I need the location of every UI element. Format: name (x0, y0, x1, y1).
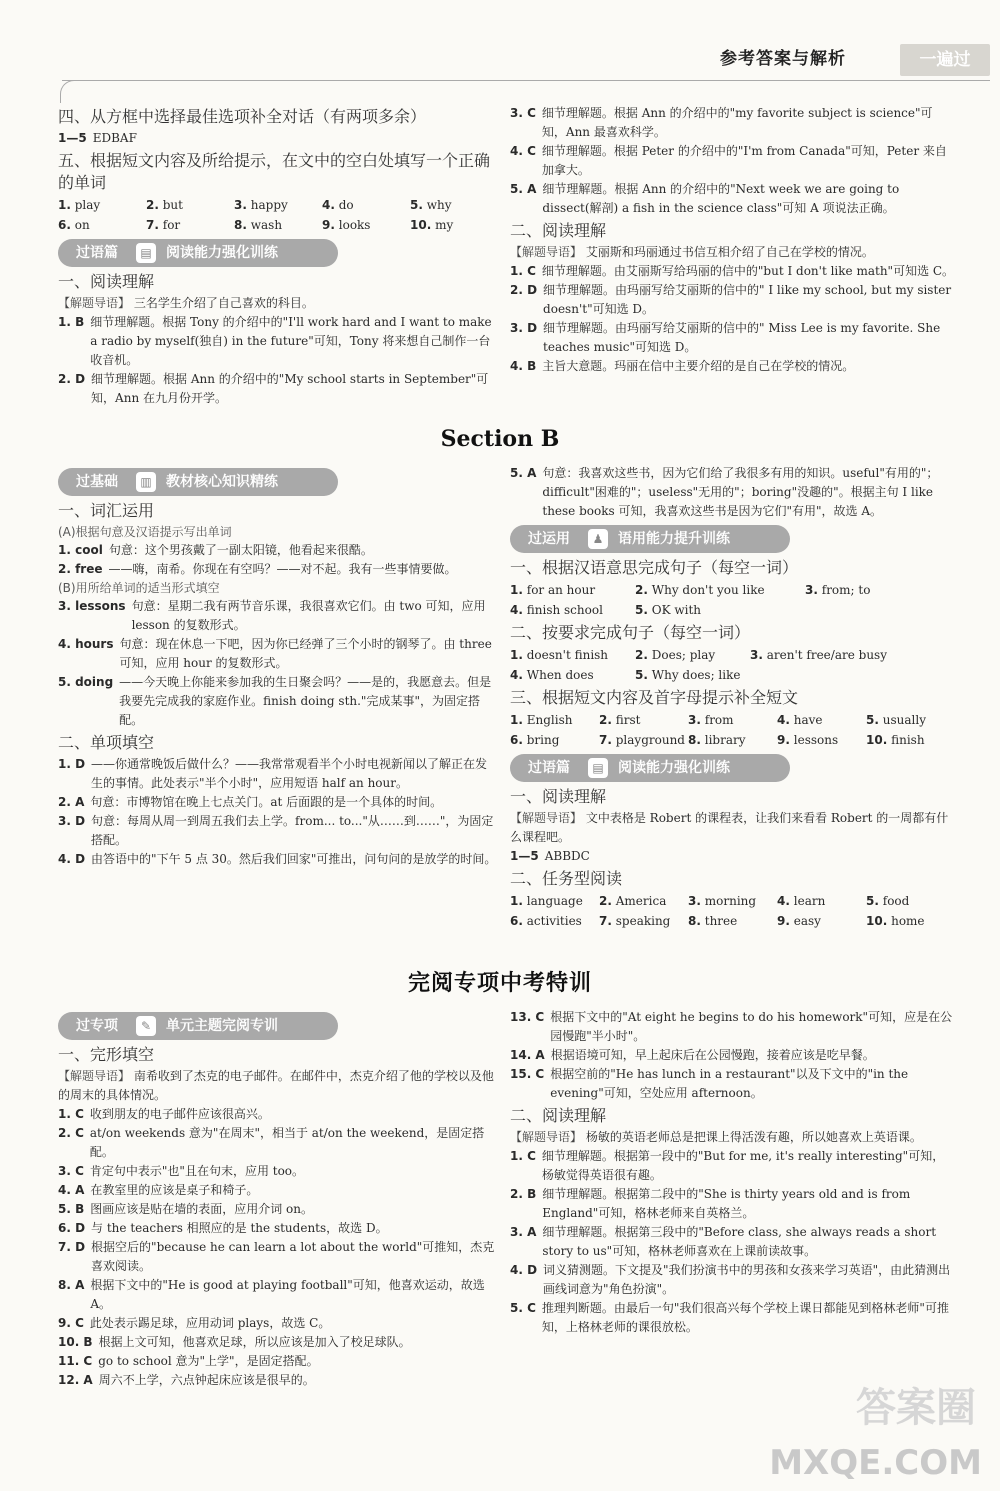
item-number: 2. C (58, 1126, 84, 1140)
item-number: 5. B (58, 1202, 85, 1216)
grid-answer: 1. play (58, 198, 101, 212)
item-number: 1. cool (58, 543, 103, 557)
page-header-title: 参考答案与解析 (720, 49, 846, 69)
item-explanation: 句意：星期二我有两节音乐课，我很喜欢它们。由 two 可知，应用 lesson 的复数形式。 (131, 599, 486, 632)
answer-item (58, 793, 498, 812)
item-number: 2. B (510, 1187, 537, 1201)
answer-item (58, 1276, 498, 1314)
answer-item (58, 812, 498, 850)
item-explanation: 在教室里的应该是桌子和椅子。 (90, 1183, 259, 1197)
answer-grid (510, 710, 955, 750)
item-number: 4. B (510, 359, 537, 373)
grid-answer: 3. happy (234, 198, 288, 212)
answer-grid (510, 645, 955, 685)
item-number: 8. A (58, 1278, 85, 1292)
heading-1: 一、根据汉语意思完成句子（每空一词） (510, 558, 799, 577)
answer-item (58, 850, 498, 869)
grid-answer: 10. home (866, 914, 925, 928)
answer-item (510, 1185, 955, 1223)
header-rule (62, 80, 990, 81)
answer-item (58, 635, 498, 673)
answer-item (58, 1238, 498, 1276)
grid-answer: 5. usually (866, 713, 926, 727)
item-number: 3. D (58, 814, 86, 828)
item-explanation: 句意：每周从周一到周五我们去上学。from... to..."从……到……"，为固定搭配。 (91, 814, 494, 847)
item-number: 2. free (58, 562, 103, 576)
item-number: 4. D (510, 1263, 538, 1277)
answer-list (58, 313, 498, 408)
grid-answer: 9. looks (322, 218, 371, 232)
person-icon: ♟ (588, 529, 608, 549)
answer-item (58, 1333, 498, 1352)
answer-item (510, 357, 955, 376)
item-number: 3. C (58, 1164, 84, 1178)
grid-answer: 7. playground (599, 733, 685, 747)
answer-grid (510, 891, 955, 931)
watermark-text: MXQE.COM (769, 1443, 982, 1483)
item-explanation: at/on weekends 意为"在周末"，相当于 at/on the weekend，是固定搭配。 (89, 1126, 485, 1159)
item-number: 4. hours (58, 637, 114, 651)
guide-text: 【解题导语】 南希收到了杰克的电子邮件。在邮件中，杰克介绍了他的学校以及他的周末的具体情况。 (58, 1069, 494, 1102)
item-number: 3. lessons (58, 599, 126, 613)
answer-item (510, 104, 955, 142)
grid-answer: 8. wash (234, 218, 283, 232)
item-explanation: ——今天晚上你能来参加我的生日聚会吗？——是的，我愿意去。但是我要先完成我的家庭作业。finish doing sth."完成某事"，为固定搭配。 (119, 675, 492, 727)
answer-grid (58, 195, 498, 235)
answer-item (510, 262, 955, 281)
grid-answer (805, 600, 955, 620)
grid-answer: 4. do (322, 198, 354, 212)
guide-text: 【解题导语】 文中表格是 Robert 的课程表，让我们来看看 Robert 的一周都有什么课程吧。 (510, 811, 949, 844)
watermark-logo: 答案圈 (856, 1385, 976, 1431)
item-number: 5. A (510, 466, 537, 480)
answer-item (58, 597, 498, 635)
item-explanation: 与 the teachers 相照应的是 the students，故选 D。 (91, 1221, 388, 1235)
item-explanation: 细节理解题。根据第一段中的"But for me, it's really interesting"可知，杨敏觉得英语很有趣。 (541, 1149, 945, 1182)
item-explanation: 细节理解题。根据第三段中的"Before class, she always reads a short story to us"可知，格林老师喜欢在上课前读故事。 (542, 1225, 937, 1258)
right-bottom-column (510, 1008, 955, 1337)
heading-reading: 二、阅读理解 (510, 221, 607, 240)
answer-item (510, 142, 955, 180)
answer-list (58, 541, 498, 579)
subheading-b: (B)用所给单词的适当形式填空 (58, 581, 220, 595)
grid-answer: 6. on (58, 218, 90, 232)
grid-answer: 1. English (510, 713, 573, 727)
answer-item (58, 1371, 498, 1390)
answer-item (58, 370, 498, 408)
item-explanation: ——你通常晚饭后做什么？——我常常观看半个小时电视新闻以了解正在发生的事情。此处表示"半个小时"，应用短语 half an hour。 (91, 757, 488, 790)
answer-grid (510, 580, 955, 620)
item-explanation: 句意：现在休息一下吧，因为你已经弹了三个小时的钢琴了。由 three 可知，应用 hour 的复数形式。 (119, 637, 492, 670)
heading-4: 四、从方框中选择最佳选项补全对话（有两项多余） (58, 107, 427, 126)
item-number: 3. C (510, 106, 536, 120)
grid-answer: 5. why (410, 198, 452, 212)
section-title: 完阅专项中考特训 (407, 971, 592, 996)
answer-item (510, 1008, 955, 1046)
heading-5: 五、根据短文内容及所给提示，在文中的空白处填写一个正确的单词 (58, 151, 491, 192)
section-banner: 过基础 ▥ 教材核心知识精练 (58, 468, 498, 496)
item-explanation: 周六不上学，六点钟起床应该是很早的。 (98, 1373, 315, 1387)
item-explanation: 根据下文中的"At eight he begins to do his homework"可知，应是在公园慢跑"半小时"。 (550, 1010, 953, 1043)
grid-answer: 1. for an hour (510, 583, 596, 597)
item-number: 1. C (510, 1149, 536, 1163)
grid-answer: 9. easy (777, 914, 821, 928)
answer-item (58, 541, 498, 560)
answer-list (58, 755, 498, 869)
grid-answer: 3. from; to (805, 583, 871, 597)
item-explanation: 根据空后的"because he can learn a lot about the world"可推知，杰克喜欢阅读。 (91, 1240, 495, 1273)
item-number: 7. D (58, 1240, 86, 1254)
grid-answer: 2. first (599, 713, 641, 727)
grid-answer: 6. bring (510, 733, 560, 747)
answer-item (510, 180, 955, 218)
item-number: 1. C (510, 264, 536, 278)
answer-list (58, 597, 498, 730)
item-explanation: 句意：这个男孩戴了一副太阳镜，他看起来很酷。 (108, 543, 373, 557)
answer-item (58, 1181, 498, 1200)
grid-answer: 2. but (146, 198, 183, 212)
book-icon: ▤ (136, 243, 156, 263)
grid-answer: 7. for (146, 218, 181, 232)
grid-answer: 2. America (599, 894, 667, 908)
section-banner: 过专项 ✎ 单元主题完阅专训 (58, 1012, 498, 1040)
answer-item (510, 1046, 955, 1065)
answer-list (510, 1008, 955, 1103)
item-explanation: ——嗨，南希。你现在有空吗？——对不起。我有一些事情要做。 (108, 562, 457, 576)
heading-reading: 一、阅读理解 (58, 272, 155, 291)
clipboard-icon: ▥ (136, 472, 156, 492)
pencil-icon: ✎ (136, 1016, 156, 1036)
answer-item (510, 281, 955, 319)
item-number: 5. doing (58, 675, 114, 689)
item-explanation: 细节理解题。根据第二段中的"She is thirty years old and is from England"可知，格林老师来自英格兰。 (542, 1187, 911, 1220)
answer-item (510, 1299, 955, 1337)
answer-item (58, 755, 498, 793)
grid-answer: 8. library (688, 733, 746, 747)
item-explanation: 细节理解题。由玛丽写给艾丽斯的信中的" Miss Lee is my favorite. She teaches music"可知选 D。 (543, 321, 941, 354)
item-explanation: 根据下文中的"He is good at playing football"可知，他喜欢运动，故选 A。 (90, 1278, 485, 1311)
heading-4: 一、阅读理解 (510, 787, 607, 806)
guide-text: 【解题导语】 艾丽斯和玛丽通过书信互相介绍了自己在学校的情况。 (510, 245, 874, 259)
grid-answer: 9. lessons (777, 733, 839, 747)
grid-answer: 8. three (688, 914, 738, 928)
item-explanation: 细节理解题。由玛丽写给艾丽斯的信中的" I like my school, but my sister doesn't"可知选 D。 (543, 283, 952, 316)
heading-2: 二、按要求完成句子（每空一词） (510, 623, 751, 642)
grid-answer: 10. my (410, 218, 454, 232)
answer-item (58, 1124, 498, 1162)
item-number: 5. A (510, 182, 537, 196)
grid-answer: 4. When does (510, 668, 594, 682)
answer-item (510, 1223, 955, 1261)
answer-item (58, 1352, 498, 1371)
item-number: 5. C (510, 1301, 536, 1315)
item-explanation: 细节理解题。根据 Tony 的介绍中的"I'll work hard and I want to make a radio by myself(独自) in the future"可知，Tony 将来想自己制作一台收音机。 (90, 315, 492, 367)
item-explanation: 收到朋友的电子邮件应该很高兴。 (89, 1107, 270, 1121)
item-explanation: 肯定句中表示"也"且在句末，应用 too。 (89, 1164, 305, 1178)
item-explanation: 根据语境可知，早上起床后在公园慢跑，接着应该是吃早餐。 (550, 1048, 875, 1062)
grid-answer: 4. finish school (510, 603, 603, 617)
right-mid-column (510, 464, 955, 931)
item-explanation: 图画应该是贴在墙的表面，应用介词 on。 (90, 1202, 314, 1216)
left-bottom-column (58, 1008, 498, 1390)
grid-answer: 6. activities (510, 914, 582, 928)
item-explanation: 词义猜测题。下文提及"我们扮演书中的男孩和女孩来学习英语"，由此猜测出画线词意为"角色扮演"。 (543, 1263, 951, 1296)
answer-item (58, 313, 498, 370)
item-explanation: 由答语中的"下午 5 点 30。然后我们回家"可推出，问句问的是放学的时间。 (91, 852, 497, 866)
section-banner: 过语篇 ▤ 阅读能力强化训练 (510, 754, 955, 782)
item-explanation: 细节理解题。根据 Peter 的介绍中的"I'm from Canada"可知，Peter 来自加拿大。 (541, 144, 947, 177)
left-top-column (58, 104, 498, 408)
section-banner: 过运用 ♟ 语用能力提升训练 (510, 525, 955, 553)
left-mid-column (58, 464, 498, 869)
item-number: 4. A (58, 1183, 85, 1197)
answer-line: 1—5 ABBDC (510, 849, 590, 863)
grid-answer: 7. speaking (599, 914, 671, 928)
item-number: 1. C (58, 1107, 84, 1121)
item-number: 2. D (58, 372, 86, 386)
grid-answer (750, 665, 955, 685)
answer-list (510, 262, 955, 376)
item-explanation: 细节理解题。由艾丽斯写给玛丽的信中的"but I don't like math"可知选 C。 (541, 264, 955, 278)
heading-3: 三、根据短文内容及首字母提示补全短文 (510, 688, 799, 707)
answer-item (58, 673, 498, 730)
answer-item (510, 1261, 955, 1299)
heading-vocab: 一、词汇运用 (58, 501, 155, 520)
item-number: 14. A (510, 1048, 545, 1062)
grid-answer: 10. finish (866, 733, 925, 747)
heading-choice: 二、单项填空 (58, 733, 155, 752)
answer-item (58, 560, 498, 579)
heading-cloze: 一、完形填空 (58, 1045, 155, 1064)
item-explanation: 推理判断题。由最后一句"我们很高兴每个学校上课日都能见到格林老师"可推知，上格林老师的课很放松。 (541, 1301, 949, 1334)
section-banner: 过语篇 ▤ 阅读能力强化训练 (58, 239, 498, 267)
item-number: 6. D (58, 1221, 86, 1235)
item-explanation: 句意：市博物馆在晚上七点关门。at 后面跟的是一个具体的时间。 (90, 795, 443, 809)
answer-item (58, 1162, 498, 1181)
item-explanation: 句意：我喜欢这些书，因为它们给了我很多有用的知识。useful"有用的"；difficult"困难的"；useless"无用的"；boring"没趣的"。根据主句 I like these books 可知，我喜欢这些书是因为它们"有用"，故选 A。 (542, 466, 939, 518)
item-number: 10. B (58, 1335, 93, 1349)
grid-answer: 1. doesn't finish (510, 648, 609, 662)
answer-item (58, 1200, 498, 1219)
grid-answer: 1. language (510, 894, 583, 908)
brand-logo: 一遍过 (900, 44, 990, 76)
grid-answer: 5. OK with (635, 603, 702, 617)
grid-answer: 5. Why does; like (635, 668, 741, 682)
answer-item (510, 319, 955, 357)
answer-item (58, 1314, 498, 1333)
header-rule-corner (60, 80, 75, 103)
item-explanation: 根据上文可知，他喜欢足球，所以应该是加入了校足球队。 (98, 1335, 411, 1349)
grid-answer: 4. have (777, 713, 823, 727)
answer-list (510, 104, 955, 218)
answer-item (58, 1219, 498, 1238)
item-explanation: 细节理解题。根据 Ann 的介绍中的"my favorite subject is science"可知，Ann 最喜欢科学。 (541, 106, 933, 139)
item-number: 13. C (510, 1010, 545, 1024)
grid-answer: 2. Why don't you like (635, 583, 765, 597)
answer-item (510, 464, 955, 521)
item-number: 9. C (58, 1316, 84, 1330)
subheading-a: (A)根据句意及汉语提示写出单词 (58, 525, 232, 539)
answer-line: 1—5 EDBAF (58, 131, 137, 145)
guide-text: 【解题导语】 三名学生介绍了自己喜欢的科目。 (58, 296, 314, 310)
answer-list (510, 464, 955, 521)
item-number: 2. A (58, 795, 85, 809)
heading-5: 二、任务型阅读 (510, 869, 623, 888)
item-number: 11. C (58, 1354, 93, 1368)
item-explanation: 根据空前的"He has lunch in a restaurant"以及下文中的"in the evening"可知，空处应用 afternoon。 (550, 1067, 909, 1100)
section-title: Section B (440, 426, 560, 452)
item-number: 4. C (510, 144, 536, 158)
right-top-column (510, 104, 955, 376)
item-number: 4. D (58, 852, 86, 866)
item-explanation: 细节理解题。根据 Ann 的介绍中的"Next week we are going to dissect(解剖) a fish in the science class"可知 A 项说法正确。 (542, 182, 900, 215)
item-number: 12. A (58, 1373, 93, 1387)
heading-reading: 二、阅读理解 (510, 1106, 607, 1125)
item-explanation: 主旨大意题。玛丽在信中主要介绍的是自己在学校的情况。 (542, 359, 855, 373)
guide-text: 【解题导语】 杨敏的英语老师总是把课上得活泼有趣，所以她喜欢上英语课。 (510, 1130, 922, 1144)
answer-list (58, 1105, 498, 1390)
item-number: 15. C (510, 1067, 545, 1081)
grid-answer: 3. aren't free/are busy (750, 648, 887, 662)
grid-answer: 5. food (866, 894, 910, 908)
book-icon: ▤ (588, 758, 608, 778)
item-explanation: 细节理解题。根据 Ann 的介绍中的"My school starts in September"可知，Ann 在九月份开学。 (91, 372, 489, 405)
answer-item (58, 1105, 498, 1124)
item-number: 1. B (58, 315, 85, 329)
item-explanation: go to school 意为"上学"，是固定搭配。 (98, 1354, 319, 1368)
grid-answer: 4. learn (777, 894, 826, 908)
item-explanation: 此处表示踢足球，应用动词 plays，故选 C。 (89, 1316, 331, 1330)
answer-list (510, 1147, 955, 1337)
answer-item (510, 1065, 955, 1103)
item-number: 1. D (58, 757, 86, 771)
item-number: 3. A (510, 1225, 537, 1239)
answer-item (510, 1147, 955, 1185)
item-number: 2. D (510, 283, 538, 297)
grid-answer: 3. morning (688, 894, 757, 908)
grid-answer: 3. from (688, 713, 734, 727)
grid-answer: 2. Does; play (635, 648, 716, 662)
item-number: 3. D (510, 321, 538, 335)
